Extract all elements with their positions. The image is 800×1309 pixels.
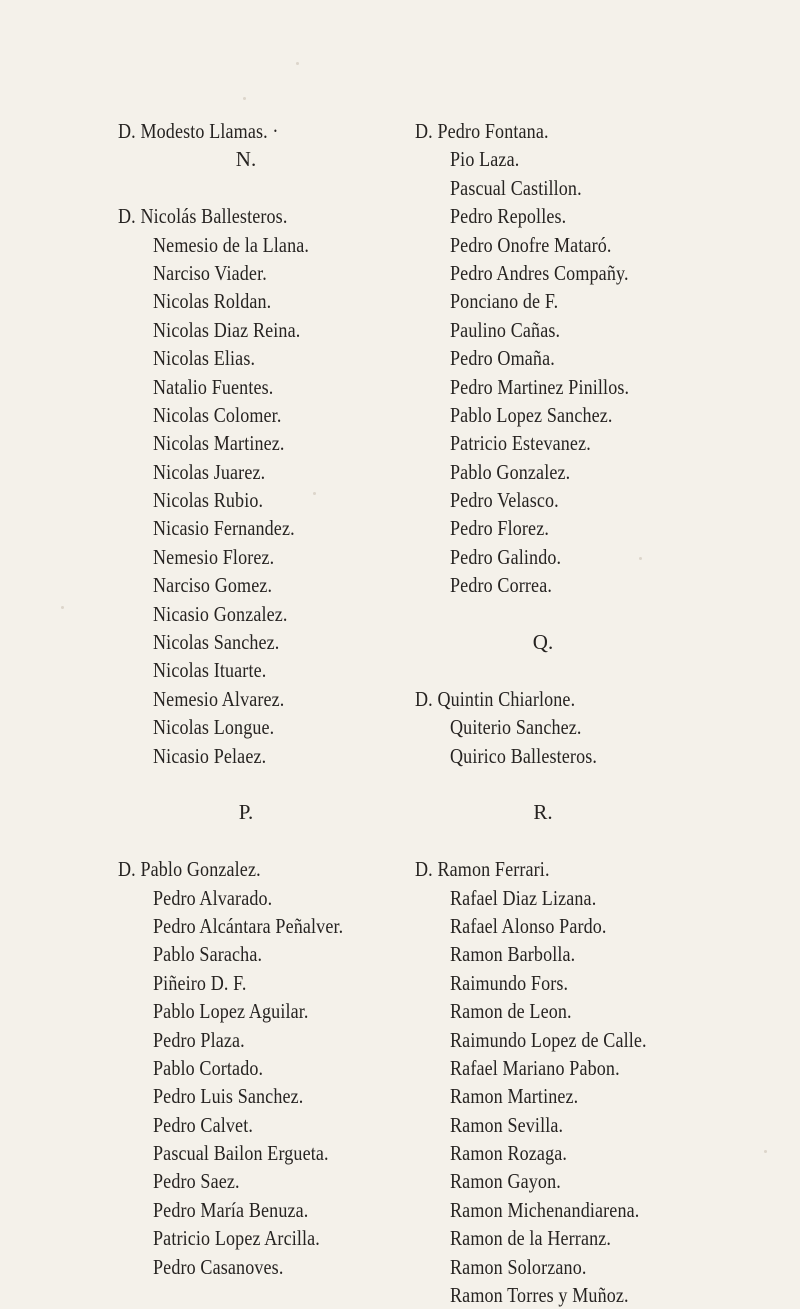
name-entry: Nicasio Pelaez. bbox=[153, 743, 267, 768]
name-entry: Nicolas Juarez. bbox=[153, 459, 266, 484]
name-entry: Nicolas Elias. bbox=[153, 346, 256, 371]
name-entry: Narciso Viader. bbox=[153, 260, 267, 285]
name-entry: Raimundo Fors. bbox=[450, 970, 569, 995]
name-entry: Raimundo Lopez de Calle. bbox=[450, 1027, 647, 1052]
section-letter: N. bbox=[235, 147, 257, 172]
blank-line bbox=[415, 770, 795, 798]
name-entry: Quiterio Sanchez. bbox=[450, 715, 582, 740]
blank-line bbox=[415, 600, 795, 628]
name-entry: Ramon Solorzano. bbox=[450, 1254, 587, 1279]
name-entry: Pedro Luis Sanchez. bbox=[153, 1084, 304, 1109]
name-entry: Pedro Repolles. bbox=[450, 204, 567, 229]
name-entry: Ramon Gayon. bbox=[450, 1169, 561, 1194]
name-entry: Nemesio de la Llana. bbox=[153, 232, 310, 257]
name-entry: D. Modesto Llamas. · bbox=[118, 119, 279, 143]
name-entry: D. Pedro Fontana. bbox=[415, 119, 549, 143]
section-letter: Q. bbox=[532, 630, 554, 655]
paper-speck bbox=[243, 97, 246, 100]
blank-line bbox=[415, 827, 795, 855]
name-entry: Ramon Barbolla. bbox=[450, 942, 576, 967]
name-entry: Pedro Saez. bbox=[153, 1169, 240, 1194]
paper-speck bbox=[764, 1150, 767, 1153]
name-entry: Pedro Alcántara Peñalver. bbox=[153, 913, 344, 938]
name-entry: Pedro Alvarado. bbox=[153, 885, 273, 910]
name-entry: Nicolas Diaz Reina. bbox=[153, 317, 301, 342]
name-entry: Pablo Gonzalez. bbox=[450, 459, 571, 484]
section-letter: R. bbox=[533, 800, 553, 825]
right-column bbox=[415, 117, 795, 1309]
name-entry: Ramon Rozaga. bbox=[450, 1141, 568, 1166]
name-entry: Pablo Cortado. bbox=[153, 1055, 264, 1080]
name-entry: Pedro Martinez Pinillos. bbox=[450, 374, 630, 399]
name-entry: Pedro Onofre Mataró. bbox=[450, 232, 612, 257]
name-entry: Narciso Gomez. bbox=[153, 573, 273, 598]
name-entry: Rafael Diaz Lizana. bbox=[450, 885, 597, 910]
name-entry: Ramon Sevilla. bbox=[450, 1112, 564, 1137]
paper-speck bbox=[313, 492, 316, 495]
name-entry: Pio Laza. bbox=[450, 147, 520, 172]
name-entry: Paulino Cañas. bbox=[450, 317, 561, 342]
name-entry: Pascual Bailon Ergueta. bbox=[153, 1141, 329, 1166]
name-entry: Nemesio Florez. bbox=[153, 544, 275, 569]
name-entry: Pablo Lopez Sanchez. bbox=[450, 402, 613, 427]
name-entry: Pablo Lopez Aguilar. bbox=[153, 999, 309, 1024]
name-entry: Nicolas Roldan. bbox=[153, 289, 272, 314]
name-entry: Pedro Andres Compañy. bbox=[450, 260, 629, 285]
section-letter: P. bbox=[238, 800, 254, 825]
name-entry: Pedro Galindo. bbox=[450, 544, 562, 569]
name-entry: Pablo Saracha. bbox=[153, 942, 263, 967]
name-entry: Pedro Florez. bbox=[450, 516, 549, 541]
name-entry: D. Pablo Gonzalez. bbox=[118, 857, 261, 882]
name-entry: Nicolas Sanchez. bbox=[153, 630, 280, 655]
name-entry: Nicolas Colomer. bbox=[153, 402, 282, 427]
name-entry: Nicolas Longue. bbox=[153, 715, 275, 740]
name-entry: Pedro María Benuza. bbox=[153, 1197, 309, 1222]
name-entry: D. Quintin Chiarlone. bbox=[415, 686, 576, 711]
name-entry: Patricio Estevanez. bbox=[450, 431, 591, 456]
name-entry: Nicasio Fernandez. bbox=[153, 516, 295, 541]
name-entry: Pascual Castillon. bbox=[450, 175, 582, 200]
name-entry: Natalio Fuentes. bbox=[153, 374, 274, 399]
name-entry: Ponciano de F. bbox=[450, 289, 559, 314]
name-entry: Pedro Omaña. bbox=[450, 346, 555, 371]
name-entry: Pedro Correa. bbox=[450, 573, 552, 598]
name-entry: Pedro Plaza. bbox=[153, 1027, 245, 1052]
name-entry: Ramon Michenandiarena. bbox=[450, 1197, 640, 1222]
name-entry: Patricio Lopez Arcilla. bbox=[153, 1226, 320, 1251]
blank-line bbox=[415, 656, 795, 684]
name-entry: Nemesio Alvarez. bbox=[153, 686, 285, 711]
name-entry: Rafael Alonso Pardo. bbox=[450, 913, 607, 938]
name-entry: Pedro Velasco. bbox=[450, 488, 559, 513]
name-entry: Rafael Mariano Pabon. bbox=[450, 1055, 620, 1080]
name-entry: Ramon Martinez. bbox=[450, 1084, 579, 1109]
name-entry: Pedro Casanoves. bbox=[153, 1254, 284, 1279]
name-entry: Pedro Calvet. bbox=[153, 1112, 253, 1137]
name-entry: D. Nicolás Ballesteros. bbox=[118, 204, 288, 229]
name-entry: Ramon de Leon. bbox=[450, 999, 572, 1024]
paper-speck bbox=[61, 606, 64, 609]
name-entry: Piñeiro D. F. bbox=[153, 970, 247, 995]
name-entry: Nicolas Martinez. bbox=[153, 431, 285, 456]
name-entry: Nicolas Rubio. bbox=[153, 488, 264, 513]
paper-speck bbox=[639, 557, 642, 560]
name-entry: Ramon Torres y Muñoz. bbox=[450, 1283, 629, 1308]
name-entry: Nicasio Gonzalez. bbox=[153, 601, 288, 626]
name-entry: D. Ramon Ferrari. bbox=[415, 857, 550, 882]
name-entry: Ramon de la Herranz. bbox=[450, 1226, 612, 1251]
paper-speck bbox=[296, 62, 299, 65]
name-entry: Quirico Ballesteros. bbox=[450, 743, 598, 768]
name-entry: Nicolas Ituarte. bbox=[153, 658, 267, 683]
